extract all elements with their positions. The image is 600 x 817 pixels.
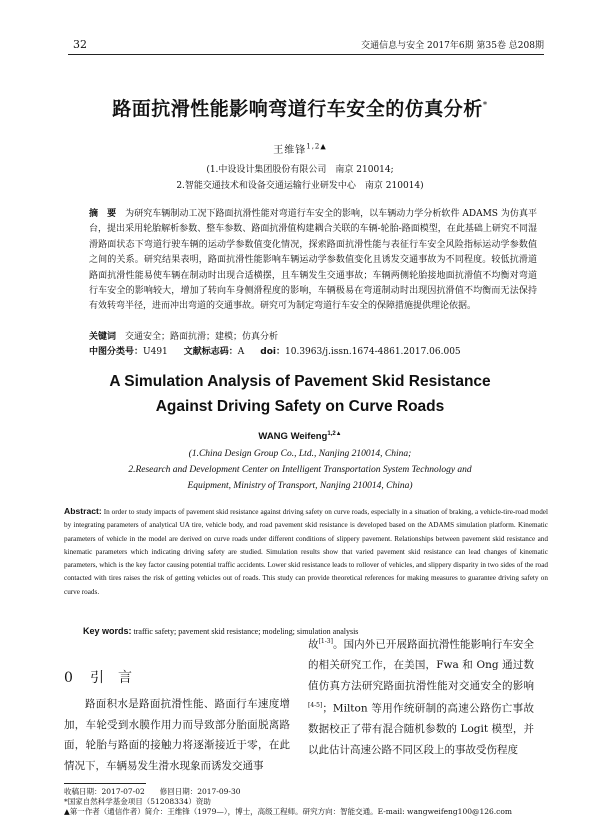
chinese-author-mark: 1,2▲ — [306, 142, 327, 151]
chinese-abstract-label: 摘 要 — [89, 209, 117, 219]
doc-code-label: 文献标志码： — [183, 347, 238, 357]
body-left-column: 路面积水是路面抗滑性能、路面行车速度增加，车轮受到水膜作用力而导致部分胎面脱离路面，轮胎与路面的接触力将逐渐接近于零，在此情况下，车辆易发生滑水现象而诱发交通事 — [64, 698, 290, 772]
page-number: 32 — [73, 38, 87, 51]
body-right-text-1: 故 — [308, 638, 319, 651]
english-author-mark: 1,2▲ — [327, 431, 342, 437]
english-abstract-text: In order to study impacts of pavement skid resistance against driving safety on curve roads, especially in a situation of braking, a vehicle-tire-road model by integrating parameters of analytical UA tire, vehicle body, and road pavement skid resistance is developed based on the ADAMS simulation platform. Kinematic parameters of vehicle in the model are derived on curve roads under different conditions of slippery pavement. Relationships between pavement skid resistance and kinematic parameters which indicating driving safety are studied. Simulation results show that varied pavement skid resistance can lead changes of kinematic parameters, which is the key factor causing potential traffic accidents. Lower skid resistance leads to rollover of vehicles, and slippery disparity in two sides of the road contacted with tires raises the risk of getting vehicles out of roads. This study can provide theoretical references for making measures to guarantee driving safety on curve roads. — [64, 508, 548, 596]
chinese-abstract-text: 为研究车辆制动工况下路面抗滑性能对弯道行车安全的影响，以车辆动力学分析软件 ADAMS 为仿真平台，提出采用轮胎解析参数、整车参数、路面抗滑值构建耦合关联的车辆-轮胎-路面模型，在此基础上研究不同湿滑路面状态下弯道行驶车辆的运动学参数值变化情况，探索路面抗滑性能与表征行车安全风险指标运动学参数值之间的关系。研究结果表明，路面抗滑性能影响车辆运动学参数值变化且诱发交通事故为不同程度。较低抗滑道路面抗滑性能易使车辆在制动时出现合适横摆，且车辆发生交通事故；车辆两侧轮胎接地面抗滑值不均衡对弯道行车安全的影响较大，增加了转向车身侧滑程度的影响，车辆极易在弯道制动时出现因抗滑值不均衡而无法保持有效转弯半径，进而冲出弯道的交通事故。研究可为制定弯道行车安全的保障措施提供理论依据。 — [89, 209, 537, 312]
english-title-line-2: Against Driving Safety on Curve Roads — [155, 398, 445, 415]
citation-1: [1-3] — [318, 638, 333, 645]
body-right-text-3: ；Milton 等用作统研制的高速公路伤亡事故数据校正了带有混合随机参数的 Logit 模型，并以此估计高速公路不同区段上的事故受伤程度 — [308, 702, 534, 756]
chinese-author — [0, 141, 600, 156]
footnote-author: ▲第一作者（通信作者）简介：王维锋（1979—），博士，高级工程师。研究方向：智能交通。E-mail: wangweifeng100@126.com — [64, 807, 513, 816]
chinese-affiliation-2: 2.智能交通技术和设备交通运输行业研发中心 南京 210014) — [176, 181, 424, 191]
english-author-name: WANG Weifeng — [258, 431, 328, 443]
english-keywords-text: traffic safety; pavement skid resistance; modeling; simulation analysis — [133, 627, 359, 636]
chinese-keywords — [89, 329, 537, 342]
header-rule — [68, 54, 544, 55]
english-keywords-label: Key words: — [83, 626, 132, 636]
english-author — [0, 431, 600, 442]
clc-label: 中图分类号： — [89, 347, 144, 357]
chinese-abstract — [89, 207, 537, 315]
citation-2: [4-5] — [308, 702, 323, 709]
chinese-keywords-text: 交通安全；路面抗滑；建模；仿真分析 — [125, 332, 279, 342]
doi-label: doi： — [260, 347, 286, 357]
title-footnote-mark: * — [482, 100, 488, 111]
body-right-column — [308, 632, 534, 760]
english-title-line-1: A Simulation Analysis of Pavement Skid Resistance — [109, 373, 491, 390]
clc-value: U491 — [143, 347, 168, 357]
chinese-title-text: 路面抗滑性能影响弯道行车安全的仿真分析 — [112, 98, 483, 120]
section-number: 0 — [64, 670, 73, 686]
footnote-received: 收稿日期：2017-07-02 修回日期：2017-09-30 — [64, 787, 241, 796]
chinese-keywords-label: 关键词 — [89, 332, 117, 342]
english-affiliation-3: Equipment, Ministry of Transport, Nanjing 210014, China) — [187, 481, 413, 491]
chinese-affiliation-1: (1.中设设计集团股份有限公司 南京 210014; — [206, 165, 394, 175]
english-abstract-label: Abstract: — [64, 506, 102, 516]
chinese-author-name: 王维锋 — [273, 145, 307, 156]
body-right-text-2: 。国内外已开展路面抗滑性能影响行车安全的相关研究工作，在美国，Fwa 和 Ong 通过数值仿真方法研究路面抗滑性能对交通安全的影响 — [308, 638, 535, 692]
section-heading — [64, 667, 132, 687]
footnote-funding: *国家自然科学基金项目（51208334）资助 — [64, 797, 211, 806]
journal-info: 交通信息与安全 2017年6期 第35卷 总208期 — [361, 41, 544, 51]
classification-line — [89, 344, 559, 357]
english-affiliation-2: 2.Research and Development Center on Intelligent Transportation System Technology and — [128, 465, 472, 475]
section-title: 引 言 — [90, 670, 132, 686]
footnote-rule — [64, 783, 146, 784]
doc-code-value: A — [237, 347, 245, 357]
doi-value: 10.3963/j.issn.1674-4861.2017.06.005 — [285, 347, 461, 357]
english-affiliation-1: (1.China Design Group Co., Ltd., Nanjing 210014, China; — [188, 449, 412, 459]
chinese-title — [0, 94, 600, 121]
english-abstract — [64, 505, 548, 599]
